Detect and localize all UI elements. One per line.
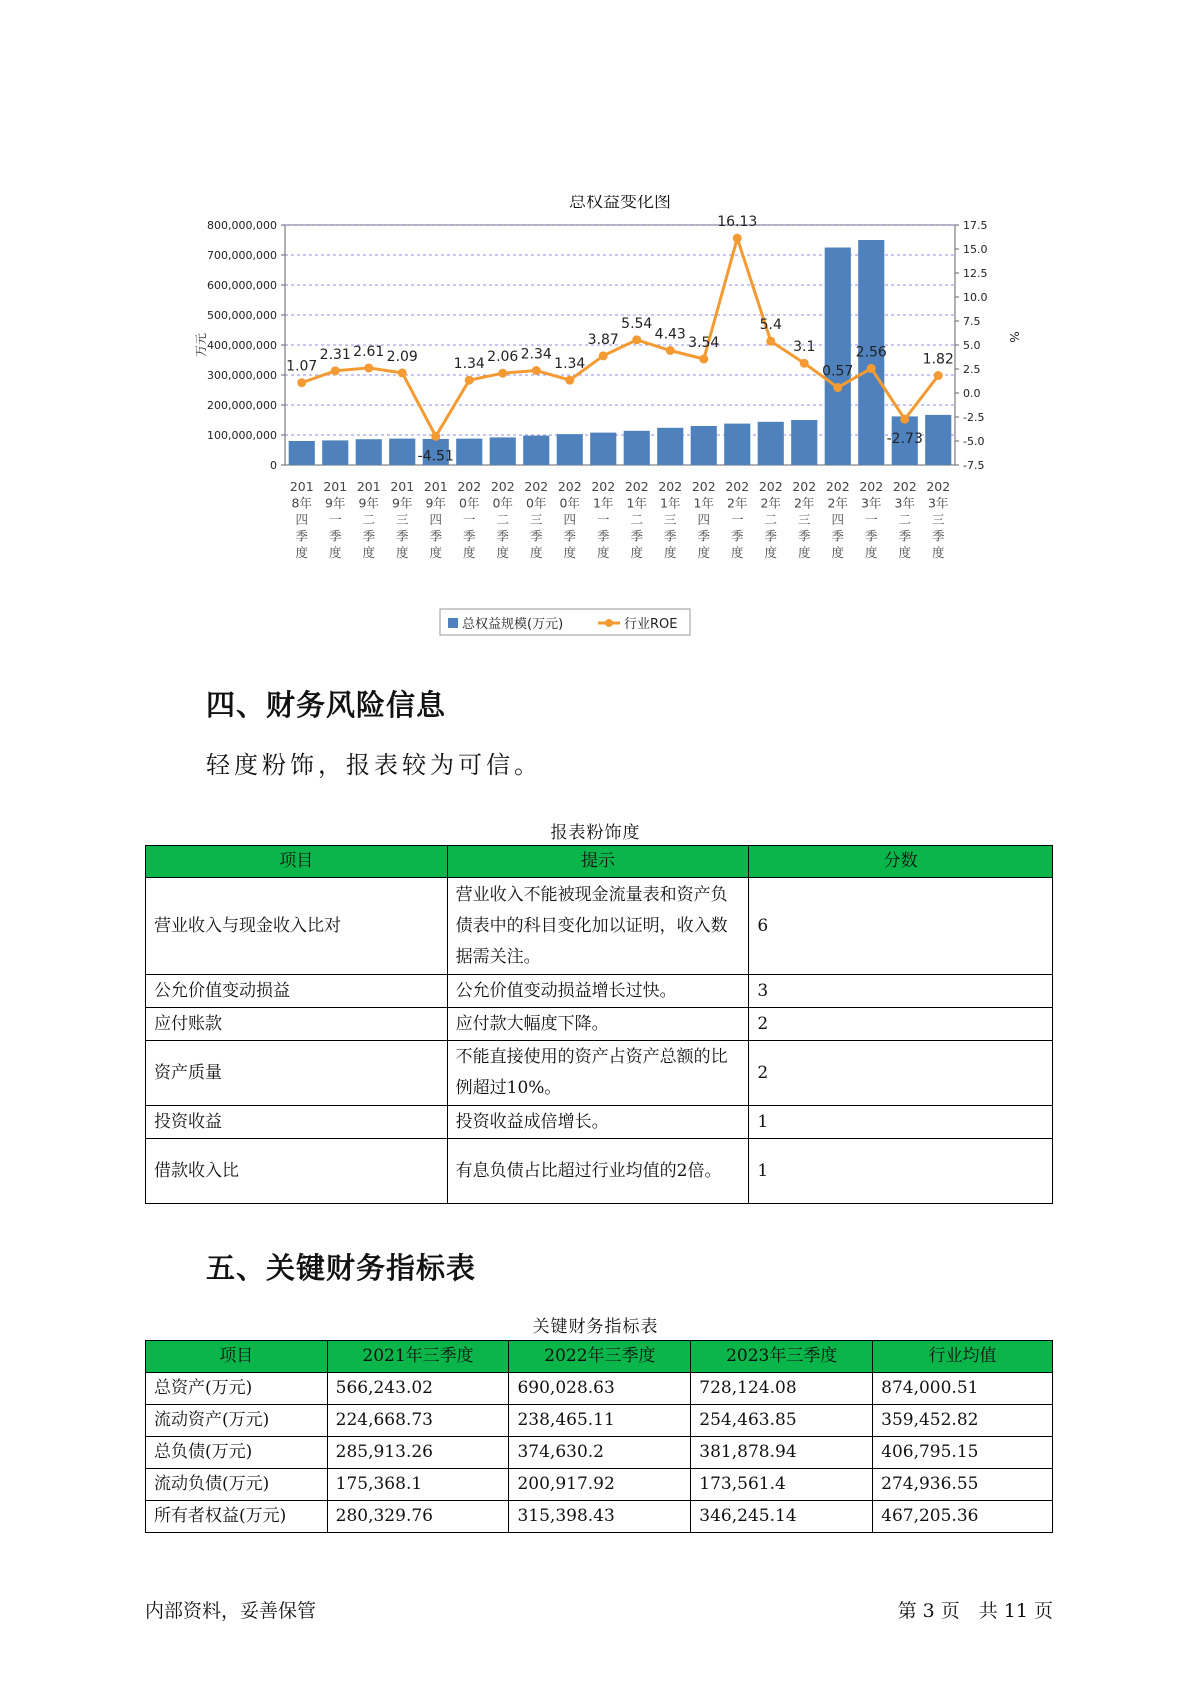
roe-point — [733, 234, 742, 243]
x-tick-label: 三 — [663, 512, 677, 527]
equity-chart-svg — [180, 195, 1040, 655]
bar-equity — [925, 415, 951, 465]
bar-equity — [691, 426, 717, 465]
x-tick-label: 3年 — [861, 495, 882, 511]
x-tick-label: 度 — [864, 545, 878, 560]
kpi-table — [145, 1340, 1053, 1533]
x-tick-label: 季 — [395, 528, 409, 544]
roe-data-label: 4.43 — [654, 326, 686, 343]
table-row — [146, 975, 1053, 1008]
kpi-value: 406,795.15 — [873, 1437, 1053, 1469]
kpi-value: 374,630.2 — [509, 1437, 691, 1469]
x-tick-label: 201 — [390, 479, 415, 494]
x-tick-label: 三 — [529, 512, 543, 527]
y2-tick-label: 12.5 — [963, 267, 988, 280]
x-tick-label: 一 — [462, 512, 476, 527]
roe-point — [934, 371, 943, 380]
roe-data-label: 1.34 — [554, 356, 586, 373]
footer-page-number: 第 3 页 共 11 页 — [897, 1600, 1053, 1622]
y-tick-label: 500,000,000 — [207, 309, 277, 322]
roe-data-label: 5.54 — [621, 315, 653, 332]
roe-data-label: 16.13 — [717, 214, 758, 231]
x-tick-label: 季 — [797, 528, 811, 544]
bar-equity — [289, 441, 315, 465]
roe-point — [867, 364, 876, 373]
kpi-value: 690,028.63 — [509, 1373, 691, 1405]
kpi-value: 280,329.76 — [327, 1501, 509, 1533]
x-tick-label: 9年 — [358, 495, 379, 511]
roe-point — [398, 368, 407, 377]
x-tick-label: 2年 — [727, 495, 748, 511]
legend-swatch-equity — [448, 618, 458, 628]
kpi-table-caption: 关键财务指标表 — [532, 1317, 659, 1337]
risk-score: 2 — [749, 1041, 1053, 1106]
x-tick-label: 二 — [898, 512, 912, 527]
kpi-value: 254,463.85 — [691, 1405, 873, 1437]
kpi-value: 315,398.43 — [509, 1501, 691, 1533]
x-tick-label: 9年 — [325, 495, 346, 511]
x-tick-label: 202 — [859, 479, 884, 494]
x-tick-label: 0年 — [559, 495, 580, 511]
col-header-2023q3: 2023年三季度 — [691, 1341, 873, 1373]
x-tick-label: 季 — [864, 528, 878, 544]
table-row — [146, 1041, 1053, 1106]
x-tick-label: 度 — [563, 545, 577, 560]
x-tick-label: 202 — [524, 479, 549, 494]
y2-axis-label: % — [1007, 331, 1021, 343]
roe-data-label: 3.87 — [587, 331, 619, 348]
x-tick-label: 3年 — [928, 495, 949, 511]
bar-equity — [825, 248, 851, 466]
plot-area — [285, 225, 955, 465]
x-tick-label: 度 — [462, 545, 476, 560]
table-row — [146, 1437, 1053, 1469]
x-tick-label: 202 — [624, 479, 649, 494]
x-tick-label: 202 — [892, 479, 917, 494]
x-tick-label: 季 — [764, 528, 778, 544]
legend-swatch-roe-dot — [605, 619, 613, 627]
roe-point — [766, 337, 775, 346]
y-tick-label: 600,000,000 — [207, 279, 277, 292]
kpi-value: 285,913.26 — [327, 1437, 509, 1469]
bar-equity — [322, 440, 348, 465]
x-tick-label: 2年 — [794, 495, 815, 511]
x-tick-label: 1年 — [626, 495, 647, 511]
risk-item: 投资收益 — [146, 1106, 448, 1139]
roe-point — [800, 359, 809, 368]
x-tick-label: 202 — [792, 479, 817, 494]
x-tick-label: 度 — [831, 545, 845, 560]
kpi-value: 173,561.4 — [691, 1469, 873, 1501]
x-tick-label: 201 — [323, 479, 348, 494]
bar-equity — [356, 439, 382, 465]
equity-chart — [180, 195, 1040, 655]
x-tick-label: 202 — [691, 479, 716, 494]
kpi-value: 175,368.1 — [327, 1469, 509, 1501]
risk-score: 1 — [749, 1139, 1053, 1204]
x-tick-label: 季 — [663, 528, 677, 544]
risk-item: 资产质量 — [146, 1041, 448, 1106]
y-tick-label: 400,000,000 — [207, 339, 277, 352]
table-row — [146, 1405, 1053, 1437]
kpi-value: 224,668.73 — [327, 1405, 509, 1437]
col-header-tip: 提示 — [447, 846, 749, 878]
table-row — [146, 1008, 1053, 1041]
kpi-item: 流动资产(万元) — [146, 1405, 328, 1437]
x-tick-label: 度 — [362, 545, 376, 560]
kpi-heading: 五、关键财务指标表 — [206, 1251, 477, 1285]
x-tick-label: 202 — [591, 479, 616, 494]
bar-equity — [758, 422, 784, 465]
risk-score: 6 — [749, 878, 1053, 975]
roe-data-label: 3.54 — [688, 335, 720, 352]
x-tick-label: 二 — [362, 512, 376, 527]
risk-tip: 公允价值变动损益增长过快。 — [447, 975, 749, 1008]
risk-score: 3 — [749, 975, 1053, 1008]
y2-tick-label: 15.0 — [963, 243, 988, 256]
risk-score: 1 — [749, 1106, 1053, 1139]
risk-item: 应付账款 — [146, 1008, 448, 1041]
x-tick-label: 0年 — [492, 495, 513, 511]
x-tick-label: 四 — [295, 512, 309, 527]
risk-tip: 有息负债占比超过行业均值的2倍。 — [447, 1139, 749, 1204]
y2-tick-label: 5.0 — [963, 339, 981, 352]
roe-data-label: 5.4 — [759, 317, 782, 334]
x-tick-label: 度 — [328, 545, 342, 560]
x-tick-label: 度 — [630, 545, 644, 560]
bar-equity — [557, 434, 583, 465]
roe-point — [666, 346, 675, 355]
roe-data-label: 2.31 — [319, 346, 351, 363]
x-tick-label: 四 — [563, 512, 577, 527]
roe-point — [532, 366, 541, 375]
x-tick-label: 季 — [429, 528, 443, 544]
roe-data-label: 2.56 — [855, 344, 887, 361]
x-tick-label: 1年 — [693, 495, 714, 511]
x-tick-label: 2年 — [827, 495, 848, 511]
legend-label-equity: 总权益规模(万元) — [462, 617, 564, 632]
table-row — [146, 1139, 1053, 1204]
bar-equity — [791, 420, 817, 465]
x-tick-label: 度 — [730, 545, 744, 560]
roe-data-label: -2.73 — [886, 431, 923, 448]
x-tick-label: 一 — [596, 512, 610, 527]
x-tick-label: 三 — [395, 512, 409, 527]
risk-item: 借款收入比 — [146, 1139, 448, 1204]
risk-table-caption: 报表粉饰度 — [550, 823, 641, 843]
col-header-item: 项目 — [146, 846, 448, 878]
risk-summary: 轻度粉饰，报表较为可信。 — [206, 751, 542, 779]
kpi-value: 728,124.08 — [691, 1373, 873, 1405]
kpi-value: 566,243.02 — [327, 1373, 509, 1405]
x-tick-label: 9年 — [392, 495, 413, 511]
bar-equity — [389, 439, 415, 465]
x-tick-label: 二 — [764, 512, 778, 527]
x-tick-label: 季 — [462, 528, 476, 544]
y-tick-label: 100,000,000 — [207, 429, 277, 442]
risk-tip: 营业收入不能被现金流量表和资产负债表中的科目变化加以证明，收入数据需关注。 — [447, 878, 749, 975]
x-tick-label: 度 — [931, 545, 945, 560]
x-tick-label: 202 — [490, 479, 515, 494]
kpi-item: 所有者权益(万元) — [146, 1501, 328, 1533]
kpi-table-header — [146, 1341, 1053, 1373]
risk-tip: 投资收益成倍增长。 — [447, 1106, 749, 1139]
x-tick-label: 季 — [730, 528, 744, 544]
x-tick-label: 202 — [926, 479, 951, 494]
y2-tick-label: -7.5 — [963, 459, 985, 472]
kpi-item: 总资产(万元) — [146, 1373, 328, 1405]
x-tick-label: 0年 — [459, 495, 480, 511]
x-tick-label: 8年 — [291, 495, 312, 511]
table-row — [146, 1501, 1053, 1533]
col-header-item: 项目 — [146, 1341, 328, 1373]
risk-table — [145, 845, 1053, 1204]
x-tick-label: 季 — [898, 528, 912, 544]
x-tick-label: 度 — [429, 545, 443, 560]
legend-label-roe: 行业ROE — [624, 617, 678, 632]
roe-data-label: 1.34 — [453, 356, 485, 373]
col-header-2022q3: 2022年三季度 — [509, 1341, 691, 1373]
roe-point — [364, 363, 373, 372]
roe-data-label: 2.06 — [487, 349, 519, 366]
x-tick-label: 季 — [295, 528, 309, 544]
kpi-item: 总负债(万元) — [146, 1437, 328, 1469]
x-tick-label: 一 — [328, 512, 342, 527]
roe-point — [565, 376, 574, 385]
roe-data-label: 0.57 — [822, 363, 854, 380]
x-tick-label: 0年 — [526, 495, 547, 511]
col-header-industry-avg: 行业均值 — [873, 1341, 1053, 1373]
table-row — [146, 1106, 1053, 1139]
x-tick-label: 二 — [630, 512, 644, 527]
x-tick-label: 季 — [831, 528, 845, 544]
bar-equity — [456, 439, 482, 465]
x-tick-label: 2年 — [760, 495, 781, 511]
x-tick-label: 季 — [529, 528, 543, 544]
x-tick-label: 202 — [658, 479, 683, 494]
y2-tick-label: 2.5 — [963, 363, 981, 376]
x-tick-label: 季 — [496, 528, 510, 544]
roe-point — [699, 355, 708, 364]
risk-item: 公允价值变动损益 — [146, 975, 448, 1008]
y-tick-label: 200,000,000 — [207, 399, 277, 412]
y2-tick-label: 0.0 — [963, 387, 981, 400]
x-tick-label: 度 — [663, 545, 677, 560]
x-tick-label: 度 — [496, 545, 510, 560]
y-tick-label: 800,000,000 — [207, 219, 277, 232]
x-tick-label: 度 — [764, 545, 778, 560]
x-tick-label: 三 — [797, 512, 811, 527]
x-tick-label: 9年 — [425, 495, 446, 511]
x-tick-label: 202 — [457, 479, 482, 494]
x-tick-label: 季 — [931, 528, 945, 544]
x-tick-label: 201 — [289, 479, 314, 494]
x-tick-label: 度 — [797, 545, 811, 560]
x-tick-label: 季 — [630, 528, 644, 544]
kpi-value: 381,878.94 — [691, 1437, 873, 1469]
x-tick-label: 三 — [931, 512, 945, 527]
y-tick-label: 0 — [270, 459, 277, 472]
x-tick-label: 3年 — [894, 495, 915, 511]
x-tick-label: 季 — [563, 528, 577, 544]
roe-point — [431, 432, 440, 441]
kpi-item: 流动负债(万元) — [146, 1469, 328, 1501]
bar-equity — [523, 436, 549, 465]
y-tick-label: 300,000,000 — [207, 369, 277, 382]
roe-point — [599, 351, 608, 360]
roe-point — [900, 415, 909, 424]
x-tick-label: 二 — [496, 512, 510, 527]
x-tick-label: 202 — [557, 479, 582, 494]
bar-equity — [657, 428, 683, 465]
x-tick-label: 度 — [295, 545, 309, 560]
x-tick-label: 度 — [529, 545, 543, 560]
x-tick-label: 季 — [362, 528, 376, 544]
x-tick-label: 四 — [697, 512, 711, 527]
x-tick-label: 度 — [898, 545, 912, 560]
roe-data-label: 2.61 — [353, 343, 385, 360]
table-row — [146, 1373, 1053, 1405]
x-tick-label: 季 — [596, 528, 610, 544]
risk-item: 营业收入与现金收入比对 — [146, 878, 448, 975]
y2-tick-label: -2.5 — [963, 411, 985, 424]
roe-data-label: 2.09 — [386, 348, 418, 365]
x-tick-label: 四 — [831, 512, 845, 527]
x-tick-label: 201 — [423, 479, 448, 494]
y2-tick-label: 7.5 — [963, 315, 981, 328]
x-tick-label: 202 — [758, 479, 783, 494]
x-tick-label: 季 — [697, 528, 711, 544]
col-header-score: 分数 — [749, 846, 1053, 878]
x-tick-label: 201 — [356, 479, 381, 494]
table-row — [146, 878, 1053, 975]
kpi-value: 467,205.36 — [873, 1501, 1053, 1533]
bar-equity — [624, 431, 650, 465]
roe-data-label: 1.07 — [286, 358, 318, 375]
roe-point — [331, 366, 340, 375]
x-tick-label: 度 — [395, 545, 409, 560]
chart-title: 总权益变化图 — [569, 195, 671, 212]
roe-data-label: 3.1 — [793, 339, 816, 356]
y2-tick-label: 17.5 — [963, 219, 988, 232]
roe-point — [297, 378, 306, 387]
y2-tick-label: 10.0 — [963, 291, 988, 304]
risk-heading: 四、财务风险信息 — [206, 688, 447, 722]
risk-table-header — [146, 846, 1053, 878]
x-tick-label: 202 — [725, 479, 750, 494]
risk-tip: 不能直接使用的资产占资产总额的比例超过10%。 — [447, 1041, 749, 1106]
y2-tick-label: -5.0 — [963, 435, 985, 448]
x-tick-label: 四 — [429, 512, 443, 527]
x-tick-label: 1年 — [593, 495, 614, 511]
kpi-value: 200,917.92 — [509, 1469, 691, 1501]
x-tick-label: 202 — [825, 479, 850, 494]
x-tick-label: 一 — [864, 512, 878, 527]
bar-equity — [490, 437, 516, 465]
roe-data-label: -4.51 — [417, 448, 454, 465]
roe-point — [632, 335, 641, 344]
kpi-value: 346,245.14 — [691, 1501, 873, 1533]
footer-note: 内部资料，妥善保管 — [145, 1600, 317, 1622]
y-axis-label: 万元 — [194, 332, 208, 358]
roe-data-label: 2.34 — [520, 346, 552, 363]
kpi-value: 274,936.55 — [873, 1469, 1053, 1501]
roe-point — [833, 383, 842, 392]
x-tick-label: 季 — [328, 528, 342, 544]
roe-point — [465, 376, 474, 385]
bar-equity — [724, 424, 750, 465]
kpi-value: 238,465.11 — [509, 1405, 691, 1437]
table-row — [146, 1469, 1053, 1501]
bar-equity — [590, 433, 616, 465]
col-header-2021q3: 2021年三季度 — [327, 1341, 509, 1373]
y-tick-label: 700,000,000 — [207, 249, 277, 262]
roe-point — [498, 369, 507, 378]
x-tick-label: 度 — [596, 545, 610, 560]
kpi-value: 874,000.51 — [873, 1373, 1053, 1405]
roe-data-label: 1.82 — [922, 351, 954, 368]
kpi-value: 359,452.82 — [873, 1405, 1053, 1437]
x-tick-label: 度 — [697, 545, 711, 560]
x-tick-label: 1年 — [660, 495, 681, 511]
risk-tip: 应付款大幅度下降。 — [447, 1008, 749, 1041]
risk-score: 2 — [749, 1008, 1053, 1041]
x-tick-label: 一 — [730, 512, 744, 527]
